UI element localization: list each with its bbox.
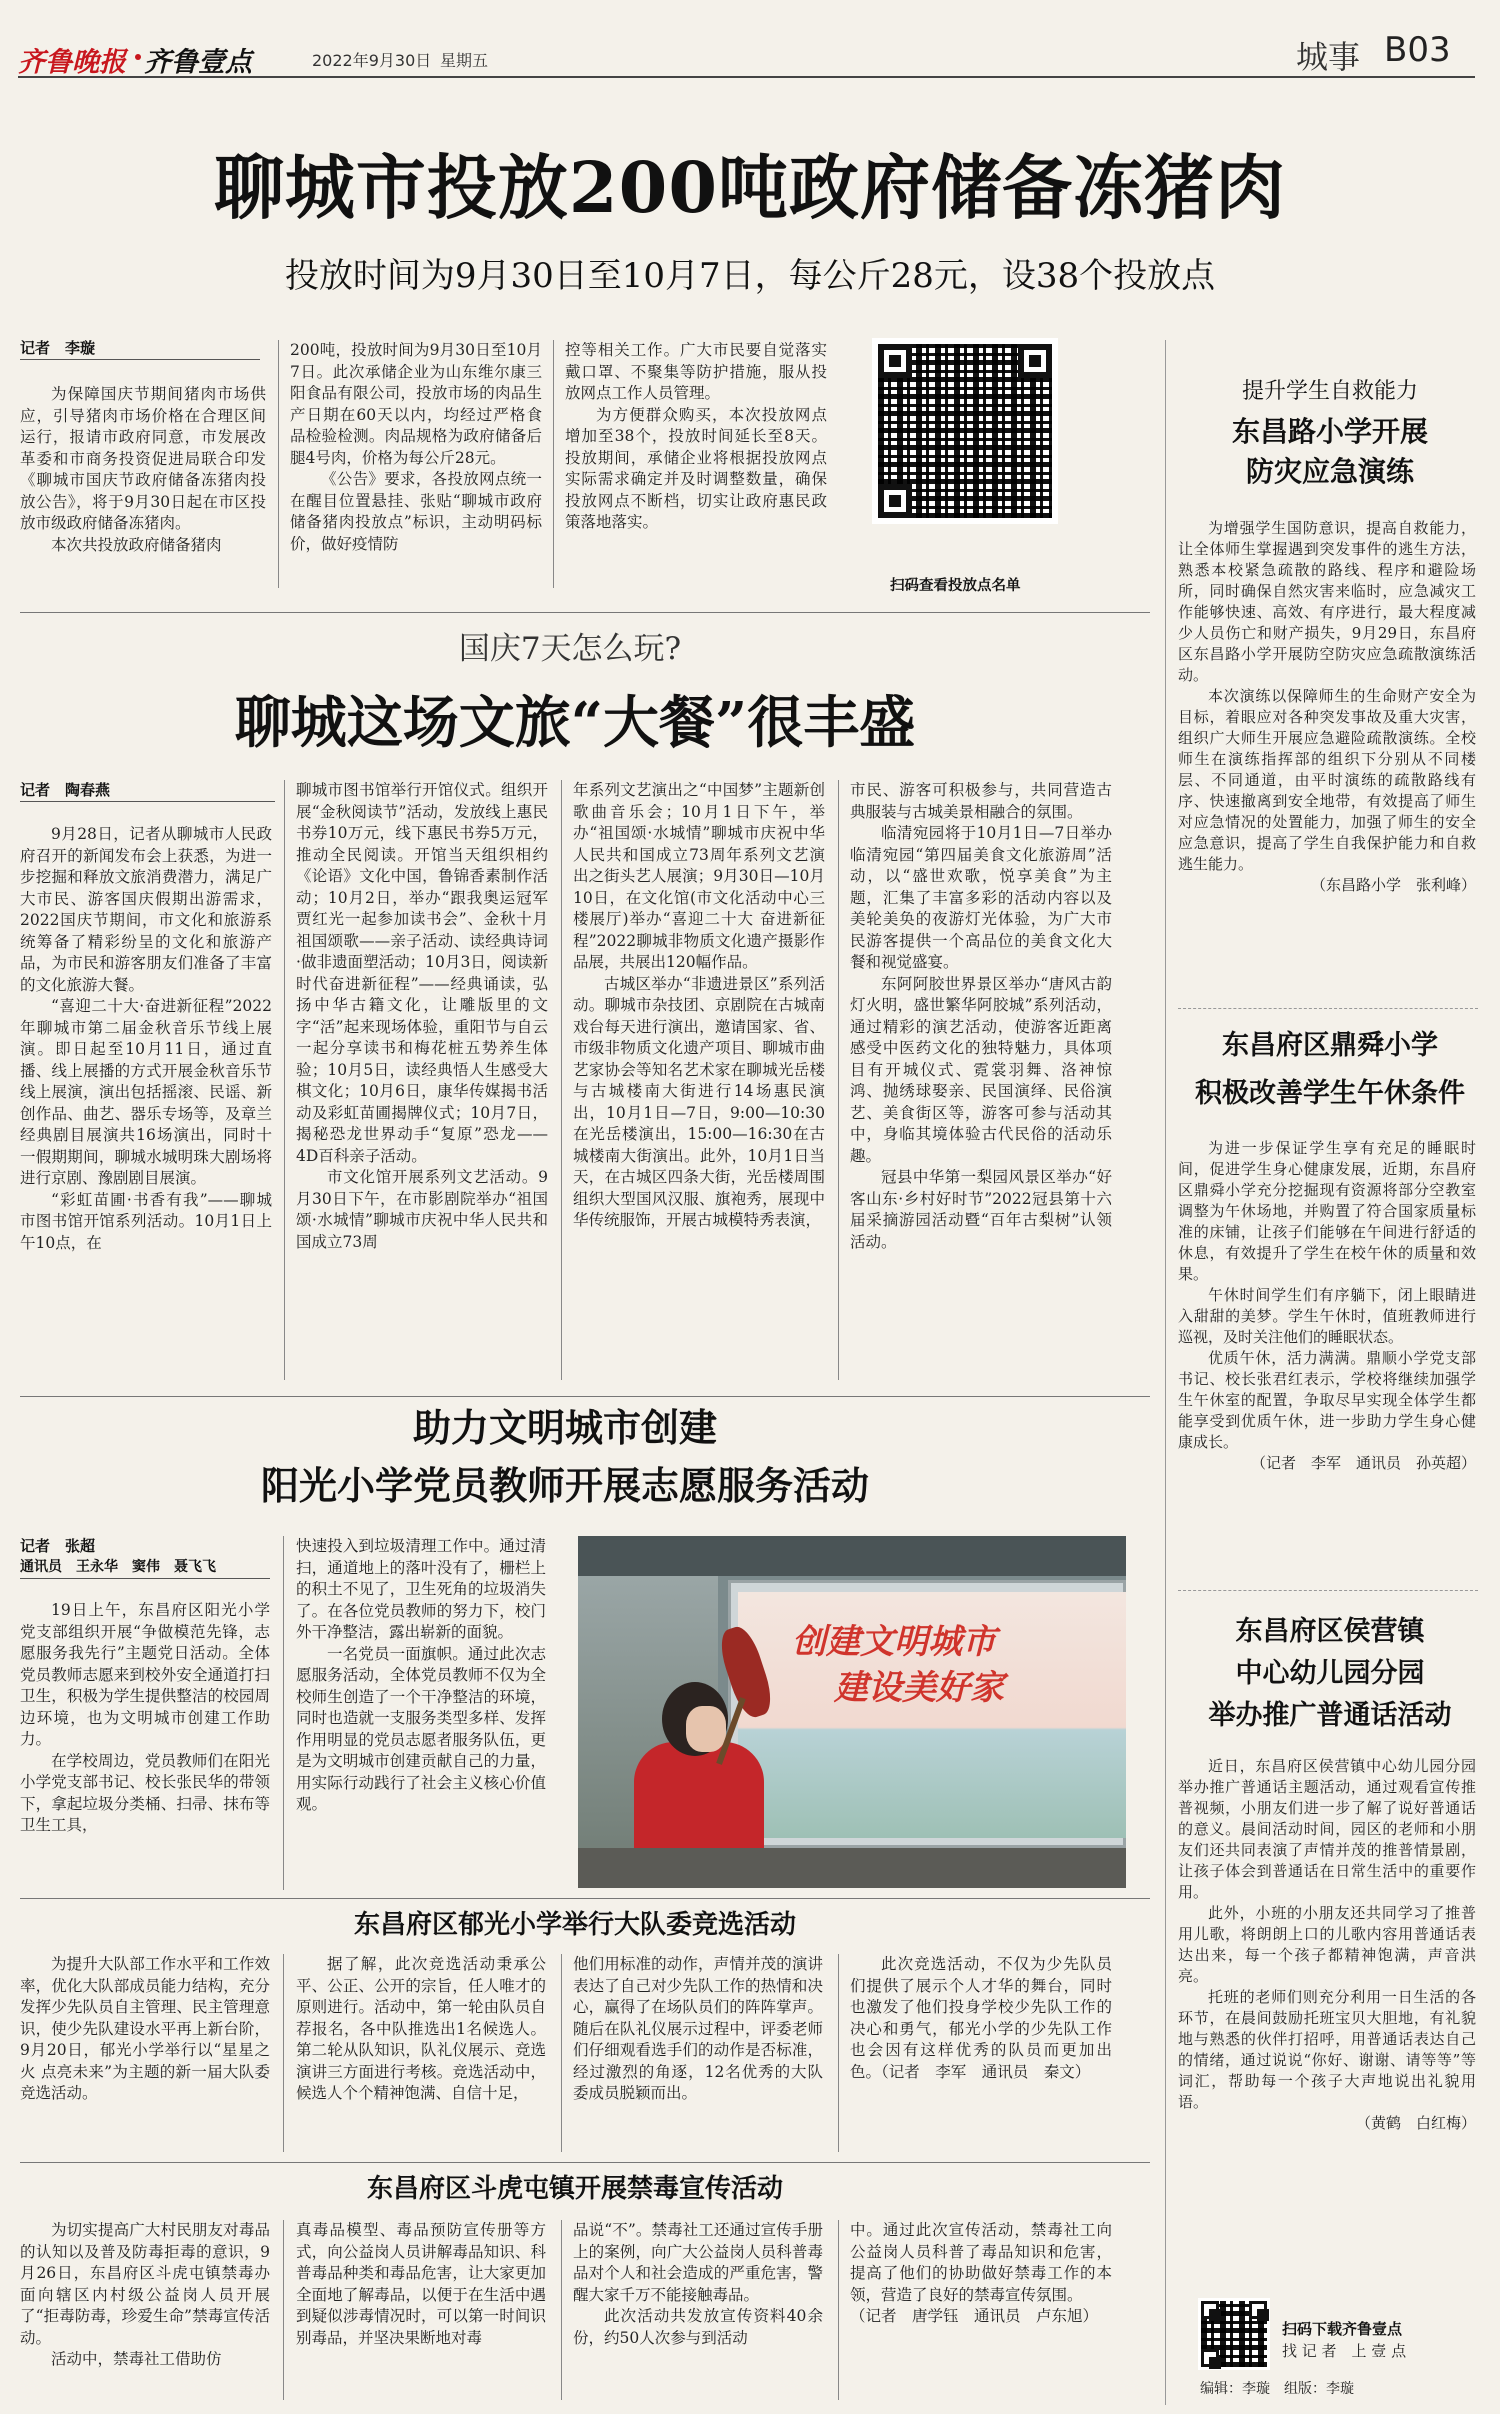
drug-column-2: [296, 2220, 546, 2400]
lead-headline: 聊城市投放200吨政府储备冻猪肉: [213, 146, 1287, 229]
paragraph: （黄鹤 白红梅）: [1355, 2114, 1476, 2132]
paragraph: 优质午休，活力满满。鼎顺小学党支部书记、校长张君红表示，学校将继续加强学生午休室的配置，争取尽早实现全体学生都能享受到优质午休，进一步助力学生身心健康成长。: [1178, 1349, 1476, 1451]
paragraph: 19日上午，东昌府区阳光小学党支部组织开展“争做模范先锋，志愿服务我先行”主题党日活动。全体党员教师志愿来到校外安全通道打扫卫生，积极为学生提供整洁的校园周边环境，也为文明城市创建工作助力。: [20, 1601, 270, 1748]
qr-finder: [878, 344, 912, 378]
masthead: [0, 0, 1500, 80]
nap-headline-line1: 东昌府区鼎舜小学: [1222, 1030, 1438, 1061]
lead-byline-text: 记者 李璇: [20, 339, 96, 357]
issue-weekday: 星期五: [440, 51, 489, 70]
issue-date: 2022年9月30日: [312, 51, 432, 70]
nap-headline-line2: 积极改善学生午休条件: [1195, 1078, 1465, 1109]
paragraph: 在学校周边，党员教师们在阳光小学党支部书记、校长张民华的带领下，拿起垃圾分类桶、扫帚、抹布等卫生工具，: [20, 1751, 270, 1834]
lead-qr-caption: 扫码查看投放点名单: [890, 578, 1021, 594]
volunteer-byline: [20, 1536, 270, 1583]
column-divider: [561, 1954, 562, 2152]
paragraph: 市文化馆开展系列文艺活动。9月30日下午，在市影剧院举办“祖国颂·水城情”聊城市庆祝中华人民共和国成立73周: [296, 1168, 548, 1251]
section-divider: [20, 1898, 1150, 1899]
billboard-slogan-line2: 建设美好家: [834, 1668, 1004, 1708]
dadui-column-2: [296, 1954, 546, 2152]
paragraph: 古城区举办“非遗进景区”系列活动。聊城市杂技团、京剧院在古城南戏台每天进行演出，邀请国家、省、市级非物质文化遗产项目、聊城市曲艺家协会等知名艺术家在聊城光岳楼与古城楼南大街进行14场惠民演出，10月1日—7日，9:00—10:30在光岳楼演出，15:00—16:30在古城楼南大街演出。此外，10月1日当天，在古城区四条大街，光岳楼周围组织大型国风汉服、旗袍秀，展现中华传统服饰，开展古城模特秀表演，: [573, 974, 825, 1229]
mandarin-headline-line2: 中心幼儿园分园: [1235, 1658, 1425, 1689]
app-download-qr[interactable]: [1198, 2298, 1270, 2370]
nap-body: [1178, 1138, 1476, 1578]
drug-headline: 东昌府区斗虎屯镇开展禁毒宣传活动: [366, 2174, 783, 2204]
volunteer-byline-reporter: 记者 张超: [20, 1537, 96, 1555]
paragraph: 9月28日，记者从聊城市人民政府召开的新闻发布会上获悉，为进一步挖掘和释放文旅消费潜力，满足广大市民、游客国庆假期出游需求，2022国庆节期间，市文化和旅游系统筹备了精彩纷呈的文化和旅游产品，为市民和游客朋友们准备了丰富的文化旅游大餐。: [20, 825, 272, 994]
paragraph: 中。通过此次宣传活动，禁毒社工向公益岗人员科普了毒品知识和危害，提高了他们的协助做好禁毒工作的本领，营造了良好的禁毒宣传氛围。: [850, 2221, 1112, 2304]
logo-dot: [135, 54, 141, 60]
lead-column-2: [290, 340, 542, 584]
drill-headline-line1: 东昌路小学开展: [1231, 415, 1428, 448]
paragraph: 控等相关工作。广大市民要自觉落实戴口罩、不聚集等防护措施，服从投放网点工作人员管理。: [565, 341, 827, 402]
column-divider: [838, 2220, 839, 2400]
culture-column-2: [296, 780, 548, 1382]
lead-qr-code[interactable]: [872, 338, 1058, 524]
byline-rule: [20, 359, 260, 360]
billboard-slogan-line1: 创建文明城市: [792, 1622, 996, 1662]
paragraph: “彩虹苗圃·书香有我”——聊城市图书馆开馆系列活动。10月1日上午10点，在: [20, 1190, 272, 1252]
volunteer-byline-correspondents: 通讯员 王永华 窦伟 聂飞飞: [20, 1559, 216, 1575]
drill-kicker: 提升学生自救能力: [1241, 379, 1418, 404]
page-number: B03: [1384, 30, 1451, 70]
paragraph: 托班的老师们则充分利用一日生活的各环节，在晨间鼓励托班宝贝大胆地，有礼貌地与熟悉的伙伴打招呼，用普通话表达自己的情绪，通过说说“你好、谢谢、请等等”等词汇，帮助每一个孩子大声地说出礼貌用语。: [1178, 1988, 1476, 2111]
drill-body: [1178, 518, 1476, 996]
drug-column-4: [850, 2220, 1112, 2400]
paragraph: 此次活动共发放宣传资料40余份，约50人次参与到活动: [573, 2307, 823, 2347]
lead-byline: [20, 338, 260, 364]
column-divider: [561, 2220, 562, 2400]
qr-finder: [1249, 2301, 1267, 2319]
column-divider: [553, 340, 554, 588]
culture-column-1: [20, 824, 272, 1382]
paragraph: “喜迎二十大·奋进新征程”2022年聊城市第二届金秋音乐节线上展演。即日起至10月11日，通过直播、线上展播的方式开展金秋音乐节线上展演，演出包括摇滚、民谣、新创作品、曲艺、器乐专场等，及章兰经典剧目展演共16场演出，同时十一假期期间，聊城水城明珠大剧场将进行京剧、豫剧剧目展演。: [20, 997, 272, 1187]
paragraph: 聊城市图书馆举行开馆仪式。组织开展“金秋阅读节”活动，发放线上惠民书券10万元，线下惠民书券5万元，推动全民阅读。开馆当天组织相约《论语》文化中国，鲁锦香素制作活动；10月2日，举办“跟我奥运冠军贾红光一起参加读书会”、金秋十月祖国颂歌——亲子活动、读经典诗词·做非遗面塑活动；10月3日，阅读新时代奋进新征程”——经典诵读，弘扬中华古籍文化，让雕版里的文字“活”起来现场体验，重阳节与自云一起分享读书和梅花桩五势养生体验；10月5日，读经典悟人生感受大棋文化；10月6日，康华传媒揭书活动及彩虹苗圃揭牌仪式；10月7日，揭秘恐龙世界动手“复原”恐龙——4D百科亲子活动。: [296, 781, 548, 1165]
lead-column-1: [20, 384, 266, 584]
column-divider: [278, 340, 279, 588]
paragraph: 真毒品模型、毒品预防宣传册等方式，向公益岗人员讲解毒品知识、科普毒品种类和毒品危害，让大家更加全面地了解毒品，以便于在生活中遇到疑似涉毒情况时，可以第一时间识别毒品，并坚决果断地对毒: [296, 2221, 546, 2347]
lead-column-3: [565, 340, 827, 584]
culture-headline: 聊城这场文旅“大餐”很丰盛: [234, 690, 916, 756]
paragraph: 近日，东昌府区侯营镇中心幼儿园分园举办推广普通话主题活动，通过观看宣传推普视频，小朋友们进一步了解了说好普通话的意义。晨间活动时间，园区的老师和小朋友们还共同表演了声情并茂的推普情景剧，让孩子体会到普通话在日常生活中的重要作用。: [1178, 1757, 1476, 1901]
culture-byline-text: 记者 陶春燕: [20, 781, 111, 799]
paragraph: 市民、游客可积极参与，共同营造古典服装与古城美景相融合的氛围。: [850, 781, 1112, 821]
newspaper-logo: 齐鲁晚报: [18, 47, 126, 78]
dadui-headline: 东昌府区郁光小学举行大队委竞选活动: [353, 1910, 796, 1940]
mandarin-body: [1178, 1756, 1476, 2244]
paragraph: 品说“不”。禁毒社工还通过宣传手册上的案例，向广大公益岗人员科普毒品对个人和社会造成的严重危害，警醒大家千万不能接触毒品。: [573, 2221, 823, 2304]
paragraph: （记者 李军 通讯员 孙英超）: [1250, 1454, 1476, 1472]
paragraph: 本次共投放政府储备猪肉: [51, 535, 222, 554]
paragraph: 冠县中华第一梨园风景区举办“好客山东·乡村好时节”2022冠县第十六届采摘游园活动暨“百年古梨树”认领活动。: [850, 1168, 1112, 1251]
paragraph: 本次演练以保障师生的生命财产安全为目标，着眼应对各种突发事故及重大灾害，组织广大师生开展应急避险疏散演练。全校师生在演练指挥部的组织下分别从不同楼层、不同通道，由平时演练的疏散路线有序、快速撤离到安全地带，有效提高了师生对应急情况的处置能力，加强了师生的安全应急意识，提高了学生自我保护能力和自救逃生能力。: [1178, 687, 1476, 873]
paragraph: 为保障国庆节期间猪肉市场供应，引导猪肉市场价格在合理区间运行，报请市政府同意，市发展改革委和市商务投资促进局联合印发《聊城市国庆节政府储备冻猪肉投放公告》，将于9月30日起在市区投放市级政府储备冻猪肉。: [20, 385, 266, 532]
paragraph: 为切实提高广大村民朋友对毒品的认知以及普及防毒拒毒的意识，9月26日，东昌府区斗虎屯镇禁毒办面向辖区内村级公益岗人员开展了“拒毒防毒，珍爱生命”禁毒宣传活动。: [20, 2221, 270, 2347]
paragraph: 为提升大队部工作水平和工作效率，优化大队部成员能力结构，充分发挥少先队员自主管理、民主管理意识，使少先队建设水平再上新台阶，9月20日，郁光小学举行以“星星之火 点亮未来”为主题的新一届大队委竞选活动。: [20, 1955, 270, 2102]
column-divider: [838, 780, 839, 1380]
paragraph: 此外，小班的小朋友还共同学习了推普用儿歌，将朗朗上口的儿歌内容用普通话表达出来，每一个孩子都精神饱满，声音洪亮。: [1178, 1904, 1476, 1985]
qr-finder: [1201, 2301, 1219, 2319]
editor-credit: 编辑：李璇 组版：李璇: [1200, 2381, 1354, 2397]
volunteer-column-2: [296, 1536, 546, 1890]
volunteer-headline-line1: 助力文明城市创建: [412, 1405, 717, 1450]
volunteer-photo: [578, 1536, 1126, 1888]
section-divider: [20, 2162, 1150, 2163]
column-divider: [561, 780, 562, 1380]
dadui-column-3: [573, 1954, 823, 2152]
photo-ground: [578, 1848, 1126, 1888]
drug-column-1: [20, 2220, 270, 2400]
dadui-column-4: [850, 1954, 1112, 2152]
culture-column-3: [573, 780, 825, 1382]
culture-byline: [20, 780, 275, 806]
column-divider: [284, 780, 285, 1380]
column-divider: [283, 1954, 284, 2152]
paragraph: 他们用标准的动作，声情并茂的演讲表达了自己对少先队工作的热情和决心，赢得了在场队员们的阵阵掌声。随后在队礼仪展示过程中，评委老师们仔细观看选手们的动作是否标准，经过激烈的角逐，12名优秀的大队委成员脱颖而出。: [573, 1955, 823, 2102]
dadui-column-1: [20, 1954, 270, 2152]
masthead-rule-right: [1280, 76, 1475, 78]
qr-finder: [878, 484, 912, 518]
culture-kicker: 国庆7天怎么玩?: [458, 631, 682, 667]
paragraph: （记者 唐学钰 通讯员 卢东旭）: [850, 2307, 1099, 2325]
culture-column-4: [850, 780, 1112, 1382]
paragraph: 《公告》要求，各投放网点统一在醒目位置悬挂、张贴“聊城市政府储备猪肉投放点”标识，主动明码标价，做好疫情防: [290, 470, 542, 553]
volunteer-headline-line2: 阳光小学党员教师开展志愿服务活动: [260, 1463, 869, 1508]
column-divider: [283, 2220, 284, 2400]
sidebar-separator: [1178, 1590, 1478, 1591]
app-download-slogan: 找 记 者 上 壹 点: [1282, 2342, 1407, 2360]
app-logo: 齐鲁壹点: [144, 47, 252, 78]
lead-subheadline: 投放时间为9月30日至10月7日，每公斤28元，设38个投放点: [284, 256, 1216, 296]
paragraph: 为方便群众购买，本次投放网点增加至38个，投放时间延长至8天。投放期间，承储企业将根据投放网点实际需求确定并及时调整数量，确保投放网点不断档，切实让政府惠民政策落地落实。: [565, 405, 827, 531]
paragraph: （东昌路小学 张利峰）: [1310, 876, 1476, 894]
paragraph: 快速投入到垃圾清理工作中。通过清扫，通道地上的落叶没有了，栅栏上的积土不见了，卫生死角的垃圾消失了。在各位党员教师的努力下，校门外干净整洁，露出崭新的面貌。: [296, 1537, 546, 1641]
paragraph: 为增强学生国防意识，提高自救能力，让全体师生掌握遇到突发事件的逃生方法，熟悉本校紧急疏散的路线、程序和避险场所，同时确保自然灾害来临时，应急减灾工作能够快速、高效、有序进行，最大程度减少人员伤亡和财产损失，9月29日，东昌府区东昌路小学开展防空防灾应急疏散演练活动。: [1178, 519, 1476, 684]
qr-finder: [1018, 344, 1052, 378]
byline-rule: [20, 801, 275, 802]
sidebar-separator: [1178, 1008, 1478, 1009]
paragraph: 活动中，禁毒社工借助仿: [51, 2350, 222, 2368]
drill-headline-line2: 防灾应急演练: [1245, 455, 1414, 488]
masthead-rule: [18, 76, 1280, 78]
byline-rule: [20, 1578, 270, 1579]
column-divider: [838, 1954, 839, 2152]
paragraph: 200吨，投放时间为9月30日至10月7日。此次承储企业为山东维尔康三阳食品有限公司，投放市场的肉品生产日期在60天以内，均经过严格食品检验检测。肉品规格为政府储备后腿4号肉，价格为每公斤28元。: [290, 341, 542, 467]
photo-volunteer-face: [686, 1706, 726, 1752]
photo-roof: [578, 1536, 1126, 1576]
paragraph: 为进一步保证学生享有充足的睡眠时间，促进学生身心健康发展，近期，东昌府区鼎舜小学充分挖掘现有资源将部分空教室调整为午休场地，并购置了符合国家质量标准的床铺，让孩子们能够在午间进行舒适的休息，有效提升了学生在校午休的质量和效果。: [1178, 1139, 1476, 1283]
paragraph: 据了解，此次竞选活动秉承公平、公正、公开的宗旨，任人唯才的原则进行。活动中，第一轮由队员自荐报名，各中队推选出1名候选人。第二轮从队知识，队礼仪展示、竞选演讲三方面进行考核。竞选活动中，候选人个个精神饱满、自信十足，: [296, 1955, 546, 2102]
app-download-caption: 扫码下载齐鲁壹点: [1282, 2320, 1403, 2338]
section-name: 城事: [1296, 38, 1361, 76]
paragraph: 此次竞选活动，不仅为少先队员们提供了展示个人才华的舞台，同时也激发了他们投身学校少先队工作的决心和勇气，郁光小学的少先队工作也会因有这样优秀的队员而更加出色。（记者 李军 通讯员 秦文）: [850, 1955, 1112, 2081]
paragraph: 东阿阿胶世界景区举办“唐风古韵灯火明，盛世繁华阿胶城”系列活动，通过精彩的演艺活动，使游客近距离感受中医药文化的独特魅力，具体项目有开城仪式、霓裳羽舞、洛神惊鸿、抛绣球娶亲、民国演绎、民俗演艺、美食街区等，游客可参与活动其中，身临其境体验古代民俗的活动乐趣。: [850, 974, 1112, 1165]
section-divider: [20, 612, 1150, 613]
paragraph: 一名党员一面旗帜。通过此次志愿服务活动，全体党员教师不仅为全校师生创造了一个干净整洁的环境，同时也造就一支服务类型多样、发挥作用明显的党员志愿者服务队伍，更是为文明城市创建贡献自己的力量，用实际行动践行了社会主义核心价值观。: [296, 1644, 546, 1813]
mandarin-headline-line3: 举办推广普通话活动: [1208, 1700, 1452, 1731]
qr-finder: [1201, 2349, 1219, 2367]
sidebar-divider: [1165, 340, 1166, 2405]
section-divider: [20, 1396, 1150, 1397]
paragraph: 午休时间学生们有序躺下，闭上眼睛进入甜甜的美梦。学生午休时，值班教师进行巡视，及时关注他们的睡眠状态。: [1178, 1286, 1476, 1346]
mandarin-headline-line1: 东昌府区侯营镇: [1235, 1616, 1425, 1647]
paragraph: 年系列文艺演出之“中国梦”主题新创歌曲音乐会；10月1日下午，举办“祖国颂·水城情”聊城市庆祝中华人民共和国成立73周年系列文艺演出之街头艺人展演；9月30日—10月10日，在文化馆(市文化活动中心三楼展厅)举办“喜迎二十大 奋进新征程”2022聊城非物质文化遗产摄影作品展，共展出120幅作品。: [573, 781, 825, 971]
volunteer-column-1: [20, 1600, 270, 1890]
drug-column-3: [573, 2220, 823, 2400]
paragraph: 临清宛园将于10月1日—7日举办临清宛园“第四届美食文化旅游周”活动，以“盛世欢歌，悦享美食”为主题，汇集了丰富多彩的活动内容以及美轮美奂的夜游灯光体验，为广大市民游客提供一个高品位的美食文化大餐和视觉盛宴。: [850, 824, 1112, 971]
column-divider: [283, 1536, 284, 1890]
